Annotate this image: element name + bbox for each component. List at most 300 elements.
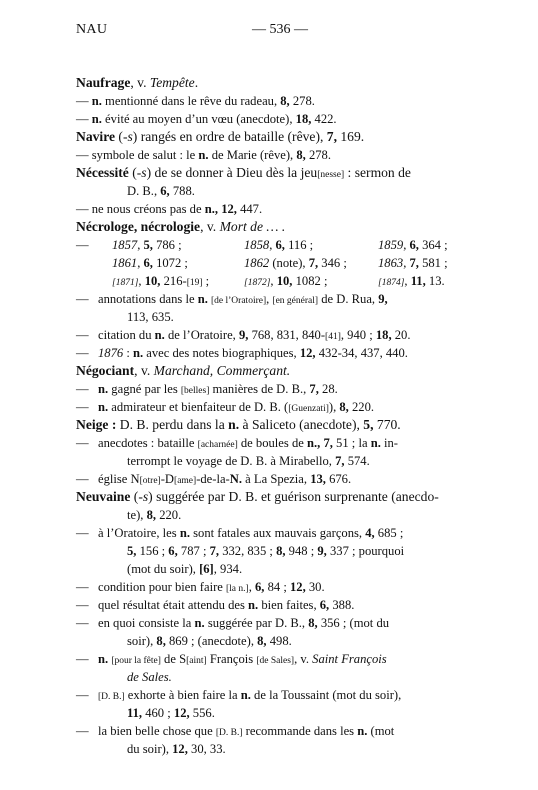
text-run: 7, [209,544,220,558]
text-run: 786 ; [152,238,182,252]
text-run: 6, [409,238,419,252]
line-text [76,488,439,506]
text-run: [aint] [186,656,207,666]
text-run: : sermon de [344,165,411,180]
dash: — [76,346,89,360]
text-run: anecdotes : bataille [98,436,198,450]
text-run: 5, [127,544,137,558]
entry-heading [76,362,468,380]
text-run: n., [204,202,219,216]
text-run: 1859 [378,238,404,252]
text-run: ) suggérée par D. B. et guérison surprenante (anecdo- [148,489,439,504]
text-run: de boules de [237,436,307,450]
text-run: n. [98,400,109,414]
text-run: 6, [143,256,153,270]
text-run: Marchand, Commerçant. [153,363,291,378]
text-run: 12, [173,706,190,720]
page-header [76,22,460,42]
dash: — [76,382,89,396]
entry-line [76,614,468,632]
text-run: [belles] [180,386,210,396]
text-run: 869 ; (anecdote), [165,634,258,648]
text-run: n. [198,148,209,162]
text-run: sont fatales aux mauvais garçons, [189,526,366,540]
text-run: bien faites, [258,598,320,612]
entry-line [76,254,468,272]
text-run: 116 ; [284,238,314,252]
line-text [98,398,374,418]
line-text [98,578,325,598]
text-run: [ame] [174,476,197,486]
text-run: gagné par les [108,382,181,396]
text-run: 7, [335,454,345,468]
text-run: de l’Oratoire, [164,328,239,342]
entry-line [76,506,468,524]
text-run: , [403,256,410,270]
text-run: [pour la fête] [111,656,161,666]
line-text [98,434,398,454]
text-run: 1857 [112,238,138,252]
text-run: 337 ; pourquoi [326,544,405,558]
text-run: Mort de … . [219,219,286,234]
text-run: de Sales. [127,670,172,684]
entry-line [76,326,468,344]
text-run: Neuvaine [76,489,131,504]
text-run: 5, [363,417,374,432]
line-text [127,632,292,650]
text-run: n. [154,328,165,342]
entry-line [76,668,468,686]
text-run: 9, [378,292,388,306]
text-run: de la Toussaint (mot du soir), [250,688,402,702]
text-run: Navire [76,129,116,144]
text-run: mentionné dans le rêve du radeau, [101,94,281,108]
text-run: [D. B.] [215,728,243,738]
text-run: 9, [317,544,327,558]
text-run: 6, [160,184,170,198]
text-run: n. [91,94,102,108]
entry-line [76,524,468,542]
text-run: 7, [309,382,319,396]
text-run: soir), [127,634,157,648]
text-run: Saint François [312,652,387,666]
entry-line [76,398,468,416]
text-run: -D [160,472,175,486]
line-text [98,722,394,742]
text-run: , [403,238,410,252]
text-run: te), [127,508,147,522]
entry-heading [76,488,468,506]
line-text [76,110,337,128]
text-run: 787 ; [177,544,210,558]
text-run: , v. [200,219,220,234]
line-text [98,650,387,670]
line-text [112,254,188,272]
dash: — [76,472,89,486]
entry-line [76,110,468,128]
text-run: 768, 831, 840- [248,328,326,342]
text-run: , [138,274,145,288]
text-run: 7, [323,436,333,450]
text-run: n. [98,382,109,396]
text-run: 12, [221,202,237,216]
text-run: 7, [308,256,319,270]
line-text [76,146,331,164]
line-text [76,164,411,184]
text-run: 11, [410,274,426,288]
text-run: , v. [130,75,150,90]
text-run: condition pour bien faire [98,580,226,594]
entry-line [76,146,468,164]
text-run: 770. [373,417,401,432]
line-text [244,254,347,272]
text-run: N. [229,472,242,486]
text-run: 6, [168,544,178,558]
text-run: 422. [311,112,337,126]
text-run: 1861 [112,256,138,270]
entry-line [76,578,468,596]
text-run: [nesse] [317,170,345,180]
text-run: 4, [365,526,375,540]
text-run: — ne nous créons pas de [76,202,205,216]
entry-line [76,560,468,578]
text-run: (mot [367,724,395,738]
entry-line [76,704,468,722]
entry-line [76,182,468,200]
line-text [127,560,242,578]
text-run: 8, [296,148,306,162]
dash: — [76,616,89,630]
line-text [127,506,181,524]
entry-heading [76,74,468,92]
text-run: recommande dans les [242,724,358,738]
text-run: 6, [275,238,285,252]
text-run: [acharnée] [197,440,238,450]
line-text [127,668,172,686]
entry-heading [76,416,468,434]
text-run: terrompt le voyage de D. B. à Mirabello, [127,454,336,468]
text-run: Neige : [76,417,117,432]
page-number: — 536 — [252,22,308,37]
text-run: , 934. [213,562,243,576]
text-run: , v. [294,652,313,666]
text-run: 18, [295,112,312,126]
line-text [98,380,338,400]
text-run: D. B. perdu dans la [116,417,229,432]
line-text [378,236,448,254]
text-run: n. [179,526,190,540]
line-text [76,218,285,236]
text-run: 13, [310,472,326,486]
text-run: D. B., [127,184,161,198]
line-text [112,272,209,292]
text-run: 676. [325,472,352,486]
text-run: évité au moyen d’un vœu (anecdote), [101,112,296,126]
text-run: 8, [308,616,318,630]
line-text [98,344,408,362]
line-text [378,254,448,272]
text-run: n. [197,292,208,306]
text-run: -s [122,129,133,144]
text-run: ( [130,489,139,504]
text-run: n. [248,598,259,612]
text-run: 574. [344,454,370,468]
line-text [244,236,313,254]
text-run: [en général] [272,296,319,306]
entry-line [76,308,468,326]
text-run: 7, [326,129,337,144]
text-run: [41] [325,332,341,342]
line-text [98,470,351,490]
text-run: Négociant [76,363,135,378]
text-run: 278. [305,148,331,162]
text-run: Naufrage [76,75,131,90]
dash: — [76,688,89,702]
line-text [127,452,370,470]
text-run: la bien belle chose que [98,724,216,738]
line-text [127,542,404,560]
text-run: 8, [257,634,267,648]
line-text [76,92,315,110]
text-run: exhorte à bien faire la [124,688,241,702]
text-run: . [194,75,199,90]
text-run: — [76,112,92,126]
line-text [244,272,327,292]
text-run: 1876 [98,346,124,360]
text-run: 10, [276,274,293,288]
text-run: 6, [254,580,265,594]
entry-line [76,290,468,308]
text-run: 432-34, 437, 440. [315,346,408,360]
text-run: 216- [160,274,187,288]
text-run: [1871] [112,278,139,288]
text-run: , [248,580,255,594]
running-head: NAU [76,22,108,37]
dash: — [76,238,89,252]
line-text [98,290,388,310]
line-text [76,128,364,146]
text-run: de D. Rua, [318,292,379,306]
text-run: 556. [189,706,215,720]
text-run: in- [380,436,398,450]
text-run: 220. [348,400,375,414]
text-run: ), [328,400,340,414]
text-run: [de l’Oratoire] [211,296,267,306]
entry-line [76,272,468,290]
text-run: manières de D. B., [209,382,310,396]
text-run: ( [115,129,123,144]
text-run: 685 ; [374,526,404,540]
text-run: 84 ; [264,580,290,594]
text-run: 8, [280,94,290,108]
text-run: 12, [289,580,306,594]
text-run: , [266,292,273,306]
entry-line [76,452,468,470]
text-run: de Marie (rêve), [208,148,297,162]
text-run: église N [98,472,140,486]
text-run: [19] [186,278,203,288]
text-run: 1082 ; [292,274,328,288]
text-run: 8, [276,544,286,558]
text-run: [otre] [139,476,161,486]
entry-heading [76,164,468,182]
entry-line [76,344,468,362]
line-text [127,182,195,200]
text-run: ) de se donner à Dieu dès la jeu [146,165,318,180]
line-text [98,614,389,632]
text-run: 8, [156,634,166,648]
entry-line [76,236,468,254]
dash: — [76,526,89,540]
entry-heading [76,128,468,146]
text-run: , v. [134,363,154,378]
text-run: 7, [409,256,419,270]
entry-line [76,632,468,650]
text-run: n. [132,346,144,360]
text-run: 12, [299,346,316,360]
line-text [98,686,401,706]
entry-line [76,650,468,668]
dash: — [76,580,89,594]
dash: — [76,400,89,414]
text-run: ; [202,274,210,288]
entry-line [76,92,468,110]
entry-line [76,434,468,452]
line-text [98,326,410,346]
text-run: 30, 33. [187,742,226,756]
text-run: 356 ; (mot du [317,616,390,630]
entry-line [76,200,468,218]
text-run: (note), [269,256,309,270]
text-run: [de Sales] [256,656,295,666]
text-run: 498. [266,634,292,648]
text-run: [1874] [378,278,405,288]
text-run: 8, [339,400,349,414]
text-run: 364 ; [418,238,448,252]
text-run: 156 ; [136,544,169,558]
text-run: à Saliceto (anecdote), [239,417,364,432]
text-run: 6, [319,598,330,612]
entry-line [76,686,468,704]
line-text [76,416,401,434]
text-run: 1072 ; [152,256,188,270]
text-run: , [137,238,144,252]
entry-line [76,596,468,614]
text-run: 30. [305,580,325,594]
text-run: n., [306,436,321,450]
entry-heading [76,218,468,236]
text-run: ) rangés en ordre de bataille (rêve), [132,129,327,144]
line-text [98,596,354,614]
text-run: , 940 ; [340,328,376,342]
line-text [378,272,445,292]
text-run: 5, [143,238,153,252]
text-run: 1862 [244,256,270,270]
line-text [76,200,262,218]
text-run: , [137,256,144,270]
text-run: [1872] [244,278,271,288]
entry-line [76,380,468,398]
entry-line [76,542,468,560]
text-run: n. [98,652,109,666]
text-run: — [76,94,92,108]
text-run: 447. [236,202,263,216]
text-run: -s [136,165,147,180]
text-run: François [206,652,257,666]
text-run: [6] [199,562,214,576]
text-run: 278. [289,94,315,108]
text-run: 948 ; [285,544,318,558]
text-run: n. [240,688,251,702]
text-run: 1858 [244,238,270,252]
dash: — [76,292,89,306]
dash: — [76,328,89,342]
text-run: Tempête [149,75,195,90]
text-run: 169. [336,129,365,144]
text-run: 388. [329,598,355,612]
text-run: 51 ; la [332,436,371,450]
text-run: n. [357,724,368,738]
text-run: à La Spezia, [242,472,311,486]
text-run: 10, [144,274,161,288]
text-run: 11, [127,706,143,720]
line-text [127,308,174,326]
text-run: 113, 635. [127,310,174,324]
text-run: admirateur et bienfaiteur de D. B. ( [108,400,289,414]
text-run: à l’Oratoire, les [98,526,180,540]
text-run: , [404,274,411,288]
text-run: 8, [146,508,157,522]
text-run: ( [128,165,137,180]
text-run: -de-la- [196,472,230,486]
text-run: 332, 835 ; [219,544,277,558]
line-text [76,74,198,92]
text-run: [D. B.] [98,692,125,702]
text-run: : [123,346,133,360]
text-run: n. [91,112,102,126]
text-run: suggérée par D. B., [204,616,309,630]
line-text [127,740,226,758]
text-run: — symbole de salut : le [76,148,199,162]
line-text [112,236,182,254]
entry-line [76,722,468,740]
index-body [76,74,468,758]
text-run: annotations dans le [98,292,198,306]
text-run: de S [160,652,187,666]
text-run: 20. [391,328,411,342]
text-run: 1863 [378,256,404,270]
entry-line [76,470,468,488]
text-run: Nécrologe, nécrologie [76,219,201,234]
text-run: 28. [318,382,338,396]
text-run: n. [228,417,240,432]
text-run: n. [194,616,205,630]
text-run: citation du [98,328,155,342]
text-run: Nécessité [76,165,129,180]
text-run: 12, [172,742,188,756]
dash: — [76,652,89,666]
text-run: [Guenzati] [288,404,329,414]
text-run: [la n.] [226,584,249,594]
text-run: avec des notes biographiques, [143,346,300,360]
text-run: 788. [169,184,195,198]
text-run: 18, [375,328,392,342]
line-text [76,362,290,380]
entry-line [76,740,468,758]
text-run: 13. [425,274,445,288]
text-run: , [269,238,276,252]
text-run: 581 ; [418,256,448,270]
